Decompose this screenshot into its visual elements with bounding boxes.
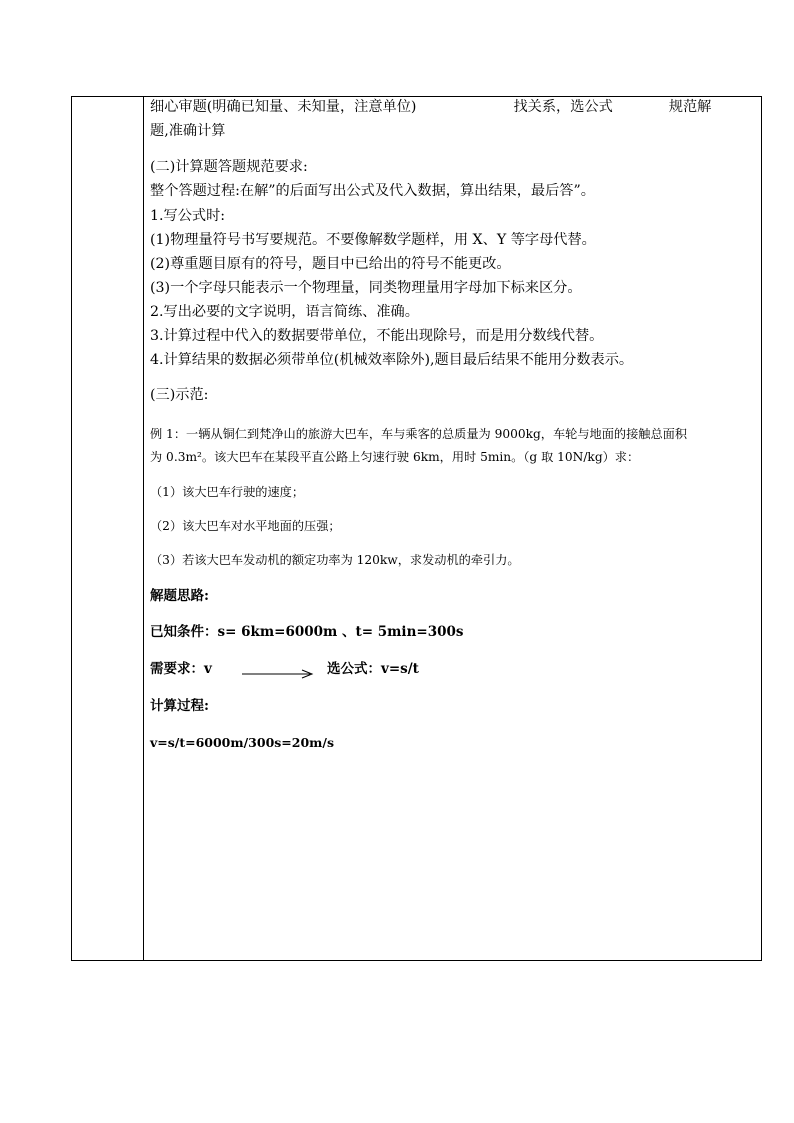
intro-text-c: 规范解 — [668, 99, 712, 115]
intro-line-2: 题,准确计算 — [150, 123, 226, 139]
intro-text-a: 细心审题(明确已知量、未知量，注意单位) — [150, 99, 417, 115]
example-question: （2）该大巴车对水平地面的压强； — [150, 519, 341, 533]
example-line-2: 为 0.3m²。该大巴车在某段平直公路上匀速行驶 6km，用时 5min。（g 取 10N/kg）求： — [150, 450, 640, 464]
rule-item: (1)物理量符号书写要规范。不要像解数学题样，用 X、Y 等字母代替。 — [150, 232, 596, 248]
rule-item: 1.写公式时: — [150, 208, 226, 224]
section2-heading: (二)计算题答题规范要求: — [150, 159, 308, 175]
rule-item: 2.写出必要的文字说明，语言简练、准确。 — [150, 304, 419, 320]
rule-item: 3.计算过程中代入的数据要带单位，不能出现除号，而是用分数线代替。 — [150, 328, 604, 344]
intro-line-1 — [150, 98, 711, 116]
rule-item: 4.计算结果的数据必须带单位(机械效率除外),题目最后结果不能用分数表示。 — [150, 352, 634, 368]
rule-item: (3)一个字母只能表示一个物理量，同类物理量用字母加下标来区分。 — [150, 280, 582, 296]
rule-item: (2)尊重题目原有的符号，题目中已给出的符号不能更改。 — [150, 256, 511, 272]
column-divider — [143, 96, 144, 961]
formula-choice: 选公式：v=s/t — [327, 661, 419, 677]
need-to-find: 需要求：v — [150, 661, 212, 677]
arrow-right-icon — [242, 669, 314, 679]
intro-text-b: 找关系，选公式 — [513, 99, 613, 115]
example-question: （3）若该大巴车发动机的额定功率为 120kw，求发动机的牵引力。 — [150, 553, 520, 567]
section3-heading: (三)示范: — [150, 387, 209, 403]
process-heading: 计算过程: — [150, 698, 209, 714]
example-question: （1）该大巴车行驶的速度； — [150, 485, 305, 499]
known-conditions: 已知条件：s= 6km=6000m 、t= 5min=300s — [150, 624, 464, 640]
section2-overview: 整个答题过程:在解”的后面写出公式及代入数据，算出结果，最后答”。 — [150, 183, 595, 199]
example-line-1: 例 1：一辆从铜仁到梵净山的旅游大巴车，车与乘客的总质量为 9000kg，车轮与地面的接触总面积 — [150, 427, 688, 441]
solution-heading: 解题思路: — [150, 588, 209, 604]
calculation: v=s/t=6000m/300s=20m/s — [150, 735, 334, 750]
